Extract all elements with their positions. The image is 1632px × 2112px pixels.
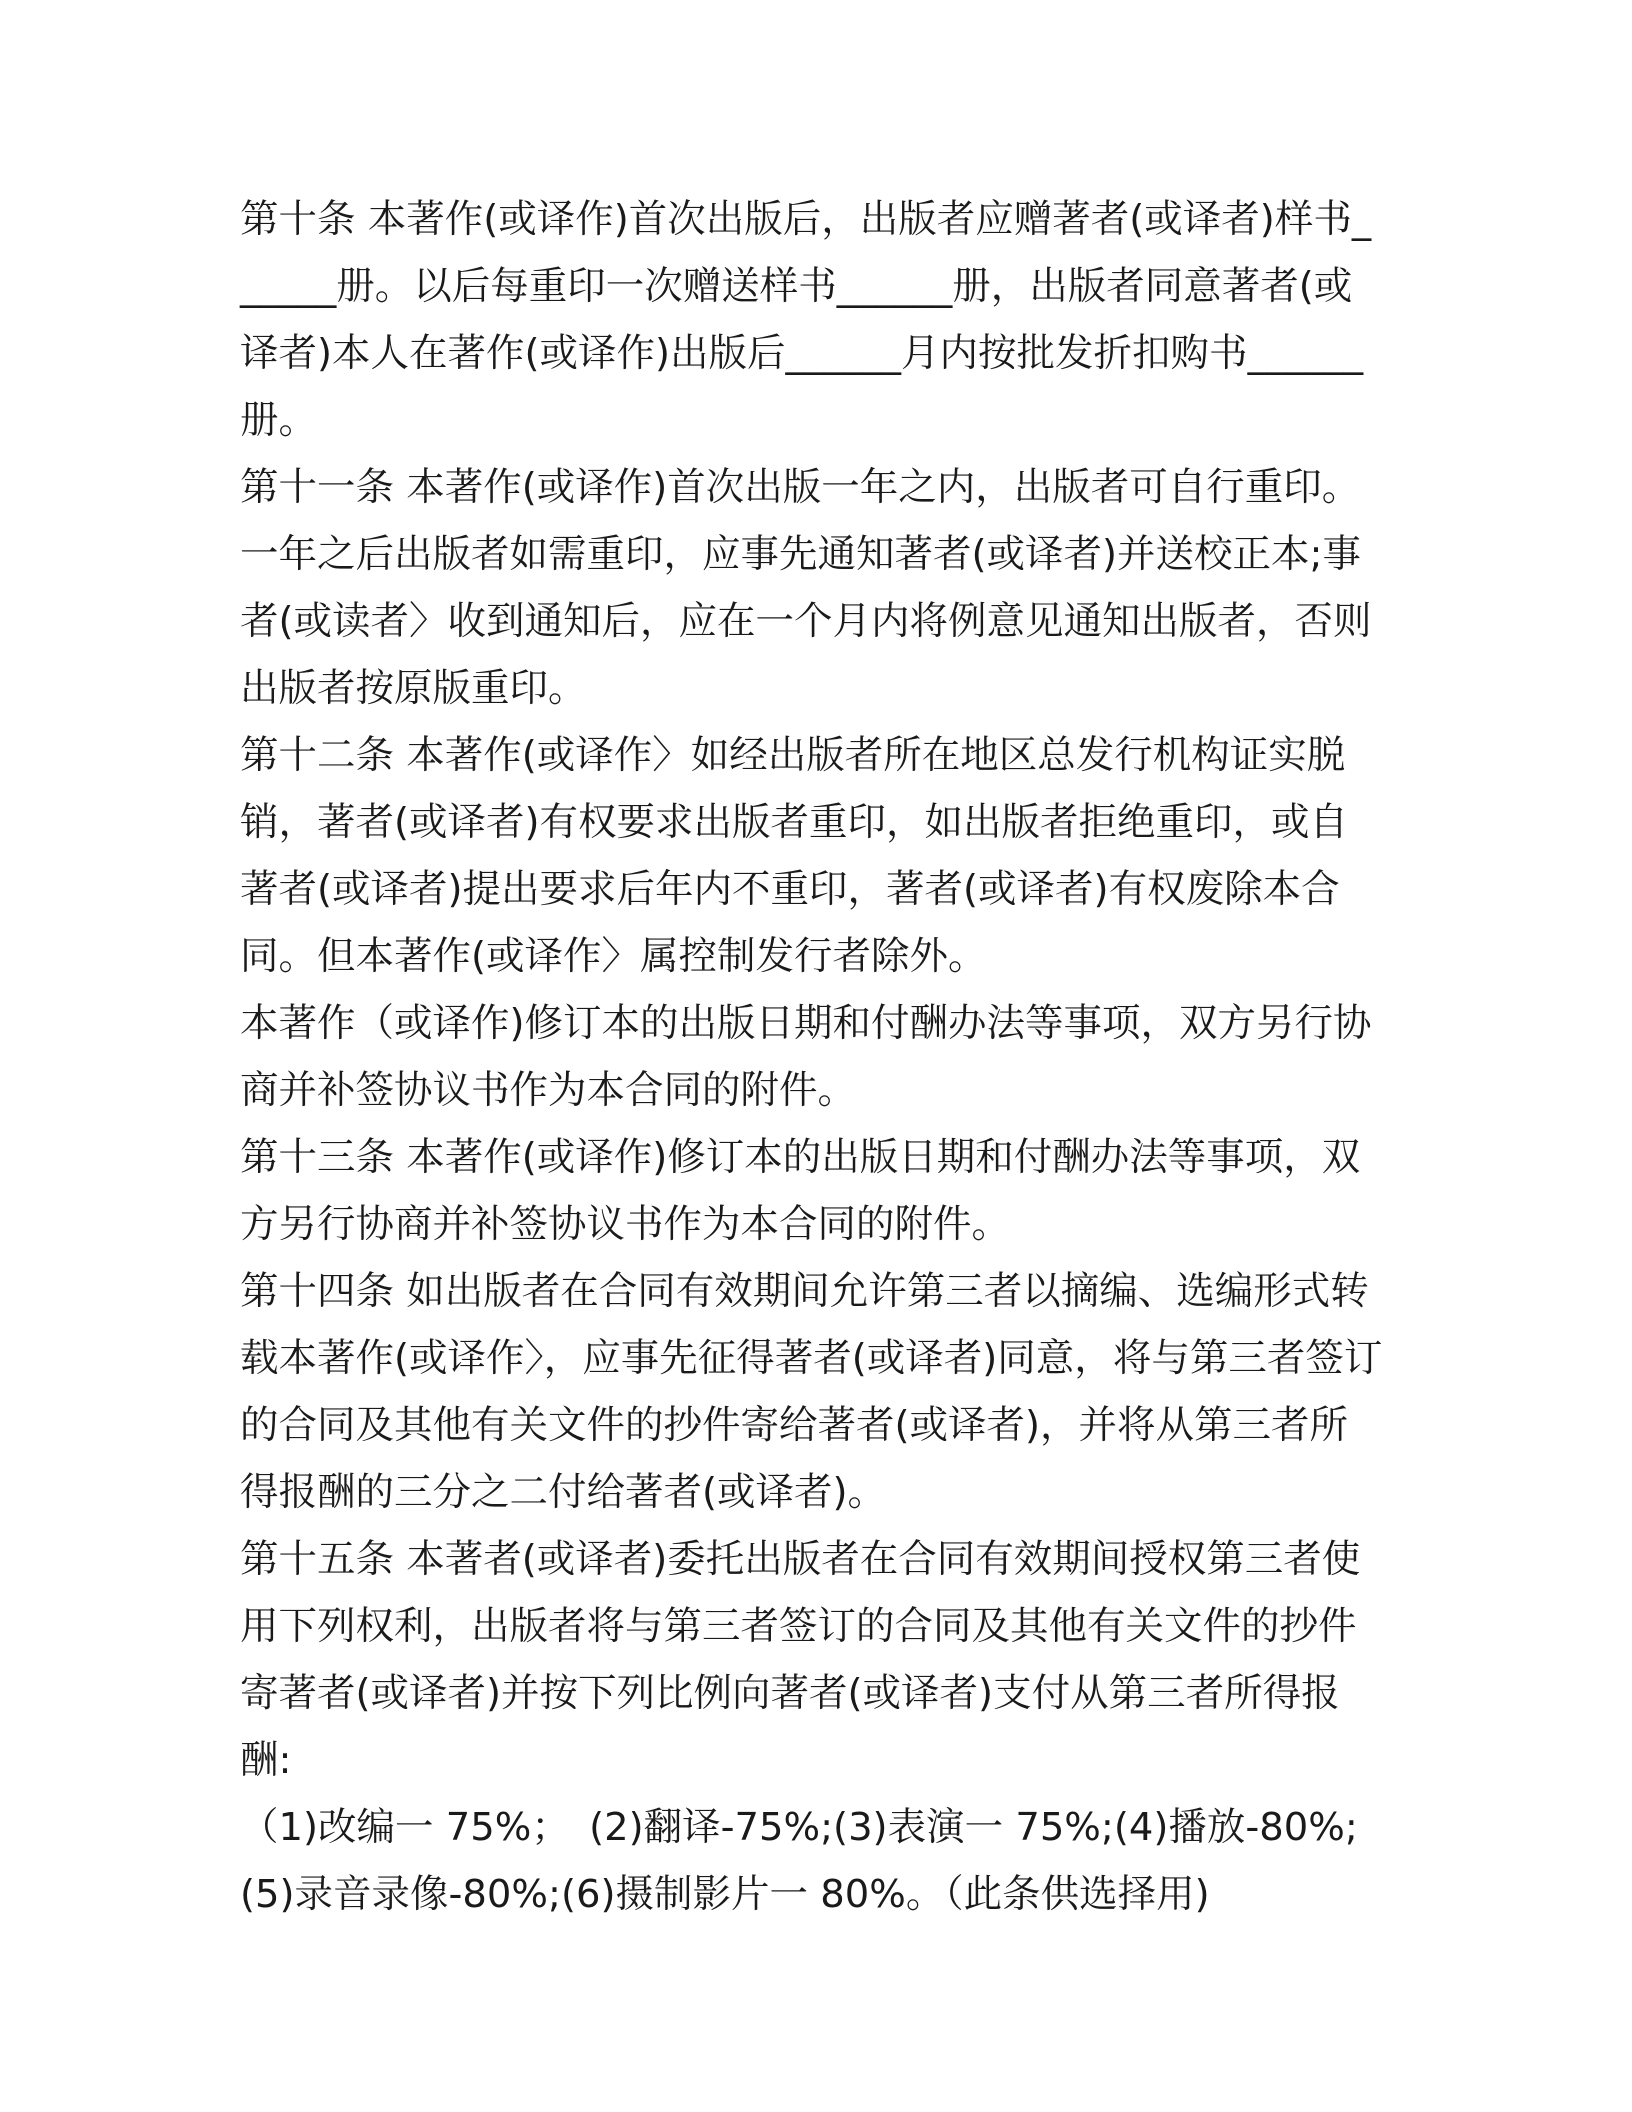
clause-11-paragraph: 第十一条 本著作(或译作)首次出版一年之内，出版者可自行重印。一年之后出版者如需重印，应事先通知著者(或译者)并送校正本;事者(或读者〉收到通知后，应在一个月内将例意见通知出版者，否则出版者按原版重印。 [240, 465, 1372, 711]
clause-15-paragraph: 第十五条 本著者(或译者)委托出版者在合同有效期间授权第三者使用下列权利，出版者将与第三者签订的合同及其他有关文件的抄件寄著者(或译者)并按下列比例向著者(或译者)支付从第三者所得报酬: [240, 1537, 1361, 1783]
contract-text-body [240, 186, 1385, 1928]
clause-13-paragraph: 第十三条 本著作(或译作)修订本的出版日期和付酬办法等事项，双方另行协商并补签协议书作为本合同的附件。 [240, 1135, 1361, 1247]
revision-note-paragraph: 本著作（或译作)修订本的出版日期和付酬办法等事项，双方另行协商并补签协议书作为本合同的附件。 [240, 1001, 1372, 1113]
clause-14-paragraph: 第十四条 如出版者在合同有效期间允许第三者以摘编、选编形式转载本著作(或译作〉，应事先征得著者(或译者)同意，将与第三者签订的合同及其他有关文件的抄件寄给著者(或译者)，并将从第三者所得报酬的三分之二付给著者(或译者)。 [240, 1269, 1383, 1515]
clause-12-paragraph: 第十二条 本著作(或译作〉如经出版者所在地区总发行机构证实脱销，著者(或译者)有权要求出版者重印，如出版者拒绝重印，或自著者(或译者)提出要求后年内不重印，著者(或译者)有权废除本合同。但本著作(或译作〉属控制发行者除外。 [240, 733, 1349, 979]
royalty-ratio-list: （1)改编一 75%； (2)翻译-75%;(3)表演一 75%;(4)播放-80%;(5)录音录像-80%;(6)摄制影片一 80%。（此条供选择用) [240, 1805, 1358, 1917]
clause-10-paragraph: 第十条 本著作(或译作)首次出版后，出版者应赠著者(或译者)样书______册。以后每重印一次赠送样书______册，出版者同意著者(或译者)本人在著作(或译作)出版后______月内按批发折扣购书______册。 [240, 197, 1372, 443]
